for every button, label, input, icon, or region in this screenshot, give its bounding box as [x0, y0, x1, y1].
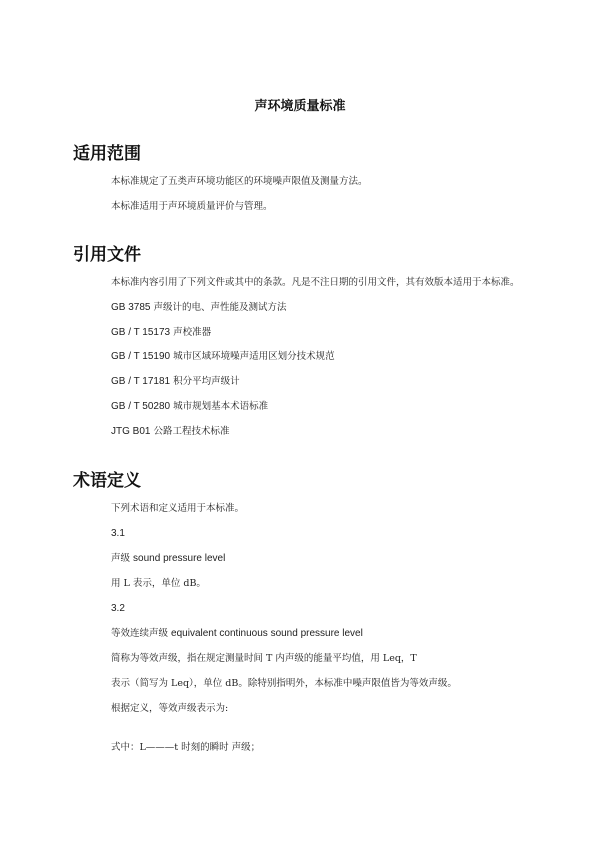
term-3-2-definition-line-3: 根据定义，等效声级表示为: — [111, 703, 229, 714]
reference-item — [111, 327, 211, 339]
reference-item — [111, 351, 335, 363]
reference-item — [111, 426, 230, 438]
reference-title: 城市规划基本术语标准 — [173, 401, 269, 412]
reference-item — [111, 302, 287, 314]
reference-title: 声校准器 — [173, 327, 212, 338]
reference-code: GB / T 17181 — [111, 376, 171, 387]
reference-title: 积分平均声级计 — [173, 376, 240, 387]
terms-intro: 下列术语和定义适用于本标准。 — [111, 503, 245, 514]
scope-paragraph-2: 本标准适用于声环境质量评价与管理。 — [111, 201, 273, 212]
term-3-2-en: equivalent continuous sound pressure level — [171, 628, 363, 639]
reference-title: 声级计的电、声性能及测试方法 — [153, 302, 287, 313]
reference-code: JTG B01 — [111, 426, 151, 437]
term-3-2-cn: 等效连续声级 — [111, 628, 169, 639]
formula-note: 式中：L———t 时刻的瞬时 声级； — [111, 742, 261, 753]
term-3-1-cn: 声级 — [111, 553, 131, 564]
term-number-3-1: 3.1 — [111, 528, 125, 539]
section-heading-scope: 适用范围 — [73, 144, 141, 164]
reference-item — [111, 401, 268, 413]
section-heading-references: 引用文件 — [73, 245, 141, 265]
reference-code: GB / T 15190 — [111, 351, 171, 362]
reference-code: GB 3785 — [111, 302, 151, 313]
term-number-3-2: 3.2 — [111, 603, 125, 614]
term-3-1-name — [111, 553, 225, 565]
reference-item — [111, 376, 240, 388]
reference-title: 城市区域环境噪声适用区划分技术规范 — [173, 351, 335, 362]
term-3-2-definition-line-2: 表示（简写为 Leq），单位 dB。除特别指明外，本标准中噪声限值皆为等效声级。 — [111, 678, 457, 689]
page-title: 声环境质量标准 — [254, 99, 346, 114]
reference-title: 公路工程技术标准 — [153, 426, 230, 437]
term-3-2-name — [111, 628, 363, 640]
section-heading-terms: 术语定义 — [73, 471, 141, 491]
reference-code: GB / T 15173 — [111, 327, 171, 338]
reference-code: GB / T 50280 — [111, 401, 171, 412]
term-3-1-en: sound pressure level — [133, 553, 226, 564]
scope-paragraph-1: 本标准规定了五类声环境功能区的环境噪声限值及测量方法。 — [111, 176, 368, 187]
term-3-2-definition-line-1: 简称为等效声级，指在规定测量时间 T 内声级的能量平均值，用 Leq，T — [111, 653, 417, 664]
references-intro: 本标准内容引用了下列文件或其中的条款。凡是不注日期的引用文件，其有效版本适用于本标准。 — [111, 277, 520, 288]
term-3-1-definition: 用 L 表示，单位 dB。 — [111, 578, 206, 589]
